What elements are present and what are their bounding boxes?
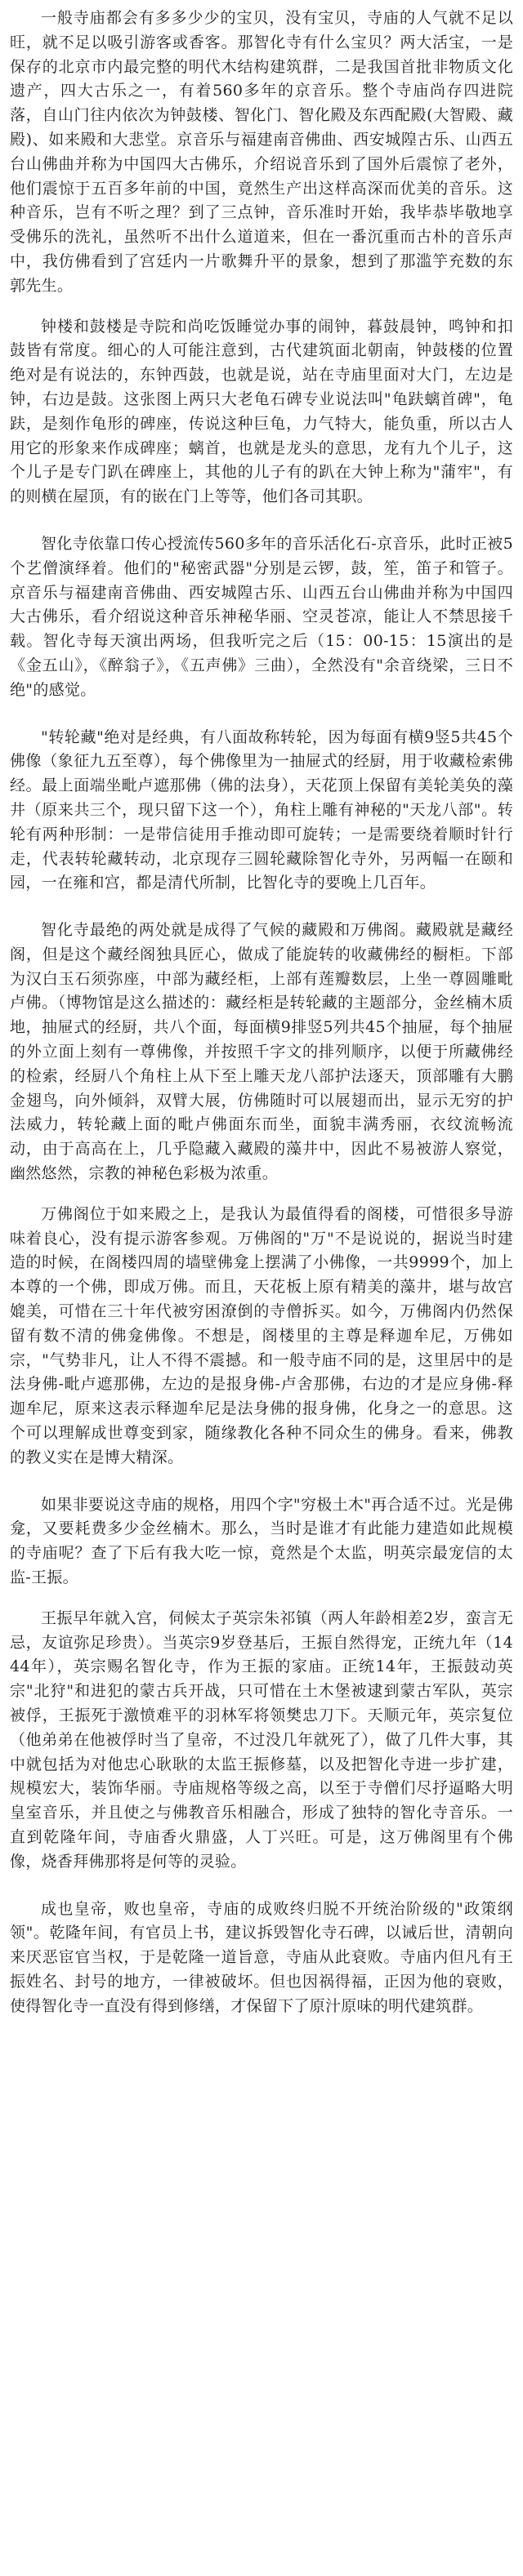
- paragraph-spacer: [10, 703, 513, 726]
- paragraph-revolving-repository: "转轮藏"绝对是经典，有八面故称转轮，因为每面有横9竖5共45个佛像（象征九五至尊），每个佛像里为一抽屉式的经厨，用于收藏检索佛经。最上面端坐毗卢遮那佛（佛的法身），天花顶上保留有美轮美奂的藻井（原来共三个，现只留下这一个），角柱上雕有神秘的"天龙八部"。转轮有两种形制：一是带信徒用手推动即可旋转；一是需要绕着顺时针行走，代表转轮藏转动，北京现存三圆轮藏除智化寺外，另两幅一在颐和园，一在雍和宫，都是清代所制，比智化寺的要晚上几百年。: [10, 727, 513, 892]
- paragraph-temple-scale: 如果非要说这寺庙的规格，用四个字"穷极土木"再合适不过。光是佛龛，又要耗费多少金丝楠木。那么，当时是谁才有此能力建造如此规模的寺庙呢？查了下后有我大吃一惊，竟然是个太监，明英宗最宠信的太监-王振。: [10, 1495, 513, 1587]
- paragraph-ten-thousand-buddha-pavilion: 万佛阁位于如来殿之上，是我认为最值得看的阁楼，可惜很多导游味着良心，没有提示游客参观。万佛阁的"万"不是说说的，据说当时建造的时候，在阁楼四周的墙壁佛龛上摆满了小佛像，一共9999个，加上本尊的一个佛，即成万佛。而且，天花板上原有精美的藻井，堪与故宫媲美，可惜在三十年代被穷困潦倒的寺僧拆买。如今，万佛阁内仍然保留有数不清的佛龛佛像。不想是，阁楼里的主尊是释迦牟尼，万佛如宗，"气势非凡，让人不得不震撼。和一般寺庙不同的是，这里居中的是法身佛-毗卢遮那佛，左边的是报身佛-卢舍那佛，右边的才是应身佛-释迦牟尼，原来这表示释迦牟尼是法身佛的报身佛，化身之一的意思。这个可以理解成世尊变到家，随缘教化各种不同众生的佛身。看来，佛教的教义实在是博大精深。: [10, 1204, 513, 1466]
- article-body: [10, 7, 513, 2019]
- paragraph-spacer: [10, 1186, 513, 1203]
- paragraph-wang-zhen: 王振早年就入宫，伺候太子英宗朱祁镇（两人年龄相差2岁，蛮言无忌，友谊弥足珍贵）。当英宗9岁登基后，王振自然得宠，正统九年（1444年），英宗赐名智化寺，作为王振的家庙。正统14年，王振鼓动英宗"北狩"和进犯的蒙古兵开战，只可惜在土木堡被逮到蒙古军队，英宗被俘，王振死于激愤难平的羽林军将领樊忠刀下。天顺元年，英宗复位（他弟弟在他被俘时当了皇帝，不过没几年就死了），做了几件大事，其中就包括为对他忠心耿耿的太监王振修墓，以及把智化寺进一步扩建，规模宏大，装饰华丽。寺庙规格等级之高，以至于寺僧们尽抒逼略大明皇室音乐，并且使之与佛教音乐相融合，形成了独特的智化寺音乐。一直到乾隆年间，寺庙香火鼎盛，人丁兴旺。可是，这万佛阁里有个佛像，烧香拜佛那将是何等的灵验。: [10, 1608, 513, 1871]
- paragraph-spacer: [10, 299, 513, 315]
- paragraph-spacer: [10, 1470, 513, 1493]
- paragraph-sutra-hall: 智化寺最绝的两处就是成得了气候的藏殿和万佛阁。藏殿就是藏经阁，但是这个藏经阁独具匠心，做成了能旋转的收藏佛经的橱柜。下部为汉白玉石须弥座，中部为藏经柜，上部有莲瓣数层，上坐一尊圆雕毗卢佛。（博物馆是这么描述的：藏经柜是转轮藏的主题部分，金丝楠木质地，抽屉式的经厨，共八个面，每面横9排竖5列共45个抽屉，每个抽屉的外立面上刻有一尊佛像，并按照千字文的排列顺序，以便于所藏佛经的检索，经厨八个角柱上从下至上雕天龙八部护法逐天，顶部雕有大鹏金翅鸟，向外倾斜，双臂大展，仿佛随时可以展翅而出，显示无穷的护法威力，转轮藏上面的毗卢佛面东而坐，面貌丰满秀丽，衣纹流畅流动，由于高高在上，几乎隐藏入藏殿的藻井中，因此不易被游人察觉，幽然悠然，宗教的神秘色彩极为浓重。: [10, 921, 513, 1183]
- paragraph-temple-decline: 成也皇帝，败也皇帝，寺庙的成败终归脱不开统治阶级的"政策纲领"。乾隆年间，有官员上书，建议拆毁智化寺石碑，以诫后世，清朝向来厌恶宦官当权，于是乾隆一道旨意，寺庙从此衰败。寺庙内但凡有王振姓名、封号的地方，一律被破坏。但也因祸得福，正因为他的衰败，使得智化寺一直没有得到修缮，才保留下了原汁原味的明代建筑群。: [10, 1899, 513, 2015]
- paragraph-bell-drum-towers: 钟楼和鼓楼是寺院和尚吃饭睡觉办事的闹钟，暮鼓晨钟，鸣钟和扣鼓皆有常度。细心的人可能注意到，古代建筑面北朝南，钟鼓楼的位置绝对是有说法的，东钟西鼓，也就是说，站在寺庙里面对大门，左边是钟，右边是鼓。这张图上两只大老龟石碑专业说法叫"龟趺螭首碑"，龟趺，是刻作龟形的碑座，传说这种巨龟，力气特大，能负重，所以古人用它的形象来作成碑座；螭首，也就是龙头的意思，龙有九个儿子，这个儿子是专门趴在碑座上，其他的儿子有的趴在大钟上称为"蒲牢"，有的则横在屋顶，有的嵌在门上等等，他们各司其职。: [10, 317, 513, 506]
- paragraph-temple-treasures: 一般寺庙都会有多多少少的宝贝，没有宝贝，寺庙的人气就不足以旺，就不足以吸引游客或香客。那智化寺有什么宝贝？两大活宝，一是保存的北京市内最完整的明代木结构建筑群，二是我国首批非物质文化遗产，四大古乐之一，有着560多年的京音乐。整个寺庙尚存四进院落，自山门往内依次为钟鼓楼、智化门、智化殿及东西配殿(大智殿、藏殿)、如来殿和大悲堂。京音乐与福建南音佛曲、西安城隍古乐、山西五台山佛曲并称为中国四大古佛乐，介绍说音乐到了国外后震惊了老外，他们震惊于五百多年前的中国，竟然生产出这样高深而优美的音乐。这种音乐，岂有不听之理？到了三点钟，音乐准时开始，我毕恭毕敬地享受佛乐的洗礼，虽然听不出什么道道来，但在一番沉重而古朴的音乐声中，我仿佛看到了宫廷内一片歌舞升平的景象，想到了那滥竽充数的东郭先生。: [10, 9, 513, 295]
- paragraph-jing-music: 智化寺依靠口传心授流传560多年的音乐活化石-京音乐，此时正被5个艺僧演绎着。他们的"秘密武器"分别是云锣，鼓，笙，笛子和管子。京音乐与福建南音佛曲、西安城隍古乐、山西五台山佛曲并称为中国四大古佛乐，看介绍说这种音乐神秘华丽、空灵苍凉，能让人不禁思接千载。智化寺每天演出两场，但我听完之后（15：00-15：15演出的是《金五山》，《醉翁子》，《五声佛》三曲），全然没有"余音绕梁，三日不绝"的感觉。: [10, 534, 513, 699]
- paragraph-spacer: [10, 509, 513, 532]
- paragraph-spacer: [10, 1875, 513, 1898]
- paragraph-spacer: [10, 896, 513, 919]
- paragraph-spacer: [10, 1591, 513, 1607]
